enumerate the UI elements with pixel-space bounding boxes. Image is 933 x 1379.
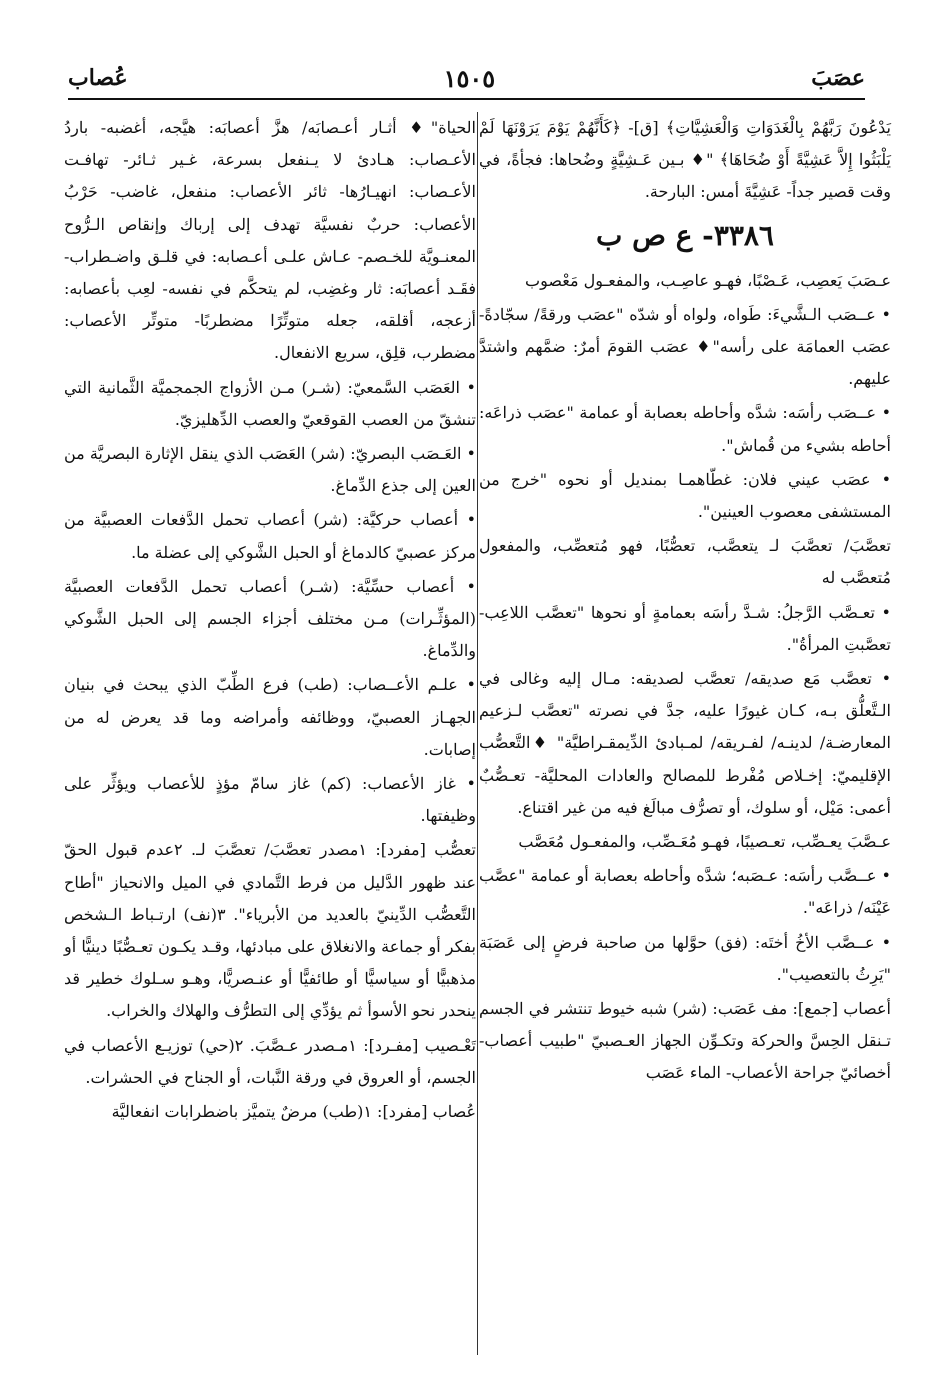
right-column (479, 112, 891, 1355)
page-number: ١٥٠٥ (443, 63, 496, 93)
header-headword-left: عُصاب (68, 65, 128, 91)
entry-paragraph: الحياة"♦ أثـار أعـصابَه/ هزَّ أعصابَه: هيَّجه، أغضبه- باردُ الأعـصاب: هـادئ لا يـنفعل بسرعة، غـير ثـائر- تهافـت الأعـصاب: انهيـارُها- ثائر الأعصاب: منفعل، غاضب- حَرْبُ الأعصاب: حربٌ نفسيَّة تهدف إلى إرباك وإنقاص الـرُّوح المعنـويَّة للخـصم- عـاش علـى أعـصابه: في قلـق واضـطراب- فقَـد أعصابَه: ثار وغضِب، لم يتحكَّم في نفسه- لعِب بأعصابه: أزعجه، أقلقه، جعله متوتِّرًا مضطربًا- متوتِّر الأعصاب: مضطرب، قلِق، سريع الانفعال. (64, 118, 476, 363)
entry-paragraph: • العَـصَب البصريّ: (شر) العَصَب الذي ينقل الإثارة البصريَّة من العين إلى جذع الدِّماغ. (63, 444, 476, 496)
entry-paragraph: تعصَّبَ/ تعصَّبَ لـ يتعصَّب، تعصُّبًا، فهو مُتعصِّب، والمفعول مُتعصَّب له (479, 536, 891, 588)
entry-paragraph: • عصَب عيني فلان: غطّاهمـا بمنديل أو نحوه "خرج من المستشفى معصوب العينين". (479, 469, 891, 522)
column-divider (477, 112, 478, 1355)
text-columns (64, 112, 891, 1355)
entry-paragraph: أعصاب [جمع]: مف عَصَب: (شر) شبه خيوط تنتشر في الجسم تـنقل الحِسَّ والحركة وتكـوِّن الجهاز العـصبيّ "طبيب أعصاب- أخصائيّ جراحة الأعصاب- الماء عَصَب (479, 999, 891, 1083)
entry-paragraph: عـصَّبَ يعـصِّب، تعـصيبًا، فهـو مُعَـصِّب، والمفعـول مُعَصَّب (518, 832, 891, 852)
entry-paragraph: • تعـصَّب الرَّجلُ: شـدَّ رأسَه بعمامةٍ أو نحوها "تعصَّب اللاعِب- تعصَّبتِ المرأةُ". (479, 602, 891, 654)
entry-paragraph: عُصاب [مفرد]: ١(طب) مرضٌ يتميَّز باضطرابات انفعاليَّة (111, 1102, 476, 1122)
entry-paragraph: • أعصاب حركيَّة: (شر) أعصاب تحمل الدَّفعات العصبيَّة من مركز عصبيّ كالدماغ أو الحبل الشَّوكي إلى عضلة ما. (64, 510, 476, 562)
entry-paragraph: • تعصَّب مَع صديقه/ تعصَّب لصديقه: مـال إليه وغالى في الـتَّعلُّق بـه، كـان غيورًا عليه، جدَّ في نصرته "تعصَّب لـزعيم المعارضـة/ لدينـه/ لفـريقه/ لمـبادئ الدِّيمقـراطيَّة" ♦التَّعصُّب الإقليميّ: إخـلاص مُفْرط للمصالح والعادات المحليَّة- تعـصُّبٌ أعمى: مَيْل، أو سلوك، أو تصرُّف مبالَغ فيه من غير اقتناع. (479, 669, 892, 817)
page-header (68, 58, 865, 100)
entry-paragraph: • غاز الأعصاب: (كم) غاز سامّ مؤذٍ للأعصاب ويؤثِّر على وظيفتها. (64, 774, 476, 826)
entry-paragraph: • عــصَب رأسَه: شدَّه وأحاطه بعصابة أو عمامة "عصَب ذراعَه: أحاطه بشيء من قُماش". (479, 403, 891, 455)
entry-paragraph: • أعصاب حسِّيَّة: (شـر) أعصاب تحمل الدَّفعات العصبيَّة (المؤثِّـرات) مـن مختلف أجزاء الجسم إلى الحبل الشَّوكي والدِّماغ. (64, 576, 476, 661)
left-column (64, 112, 476, 1355)
entry-paragraph: تَعْـصيب [مفـرد]: ١مـصدر عـصَّبَ. ٢(حي) توزيـع الأعصاب في الجسم، أو العروق في ورقة النَّبات، أو الجناح في الحشرات. (64, 1035, 476, 1087)
section-title: ٣٣٨٦- ع ص ب (596, 218, 774, 252)
entry-paragraph: • عــصَّب رأسَه: عـصَبه؛ شدَّه وأحاطه بعصابة أو عمامة "عصَّب عَيْنَه/ ذراعَه". (479, 866, 891, 918)
entry-paragraph: • عــصَب الـشَّيءَ: طَواه، ولواه أو شدّه "عصَب ورقةً/ سجّادةً- عصَب العمامَة على رأسه"♦ عصَب القومَ أمرٌ: ضمَّهم واشتدَّ عليهم. (479, 304, 891, 389)
header-headword-right: عصَبَ (811, 65, 865, 91)
entry-paragraph: • علـم الأعــصاب: (طب) فرع الطِّبّ الذي يبحث في بنيان الجهـاز العصبيّ، ووظائفه وأمراضه وما قد يعرض له من إصابات. (64, 675, 476, 759)
entry-paragraph: عـصَبَ يَعصِب، عَـصْبًا، فهـو عاصِـب، والمفعـول مَعْصوب (525, 270, 891, 290)
entry-paragraph: تعصُّب [مفرد]: ١مصدر تعصَّبَ/ تعصَّبَ لـ. ٢عدم قبول الحقّ عند ظهور الدَّليل من فرط التَّمادي في الميل والانحياز "أطاح التَّعصُّب الدِّينيّ بالعديد من الأبرياء". ٣(نف) ارتـباط الـشخص بفكر أو جماعة والانغلاق على مبادئها، وقـد يكـون تعـصُّبًا دينيًّا أو مذهبيًّا أو سياسيًّا أو طائفيًّا أو عنـصريًّا، وهـو سـلوك خطير قد ينحدر نحو الأسوأ ثم يؤدِّي إلى التطرُّف والهلاك والخراب. (64, 840, 476, 1021)
entry-paragraph: يَدْعُونَ رَبَّهُمْ بِالْغَدَوَاتِ وَالْعَشِيَّاتِ﴾ [ق]- ﴿كَأَنَّهُمْ يَوْمَ يَرَوْنَهَا لَمْ يَلْبَثُوا إِلاَّ عَشِيَّةً أَوْ ضُحَاهَا﴾ "♦ بـين عَـشِيَّةٍ وضُحاها: فجأةً، في وقت قصير جداً- عَشِيَّةَ أمس: البارحة. (479, 118, 891, 202)
entry-paragraph: • عــصَّب الأخُ أختَه: (فق) حوَّلها من صاحبة فرضٍ إلى عَصَبَة "يَرِثُ بالتعصيب". (479, 932, 891, 984)
entry-paragraph: • العَصَب السَّمعيّ: (شـر) مـن الأزواج الجمجميَّة الثَّمانية التي تنشقّ من العصب القوقعيّ والعصب الدِّهليزيّ. (64, 377, 476, 429)
